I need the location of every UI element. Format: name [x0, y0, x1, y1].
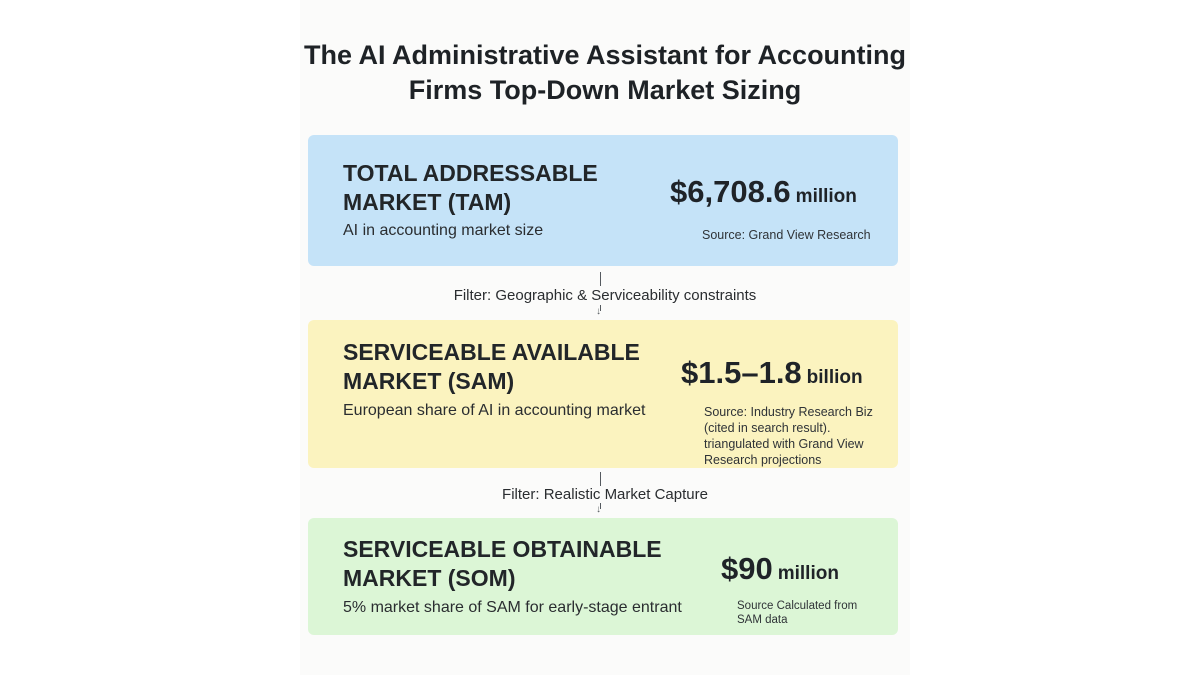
sam-card	[308, 320, 898, 468]
filter-connector-realistic	[300, 470, 910, 516]
filter-connector-geographic	[300, 270, 910, 318]
sam-value-number: $1.5–1.8	[681, 355, 802, 390]
tam-source-line: Source: Grand View Research	[702, 228, 871, 242]
tam-source	[702, 227, 871, 243]
tam-value	[670, 174, 857, 210]
som-card	[308, 518, 898, 635]
sam-source-line-4: Research projections	[704, 453, 822, 467]
tam-heading-line-1: TOTAL ADDRESSABLE	[343, 160, 598, 186]
sam-value-unit: billion	[806, 367, 863, 388]
som-source-line-1: Source Calculated from	[737, 600, 858, 612]
filter-label-geographic: Filter: Geographic & Serviceability constraints	[453, 287, 757, 304]
sam-value	[681, 355, 863, 391]
tam-value-number: $6,708.6	[670, 174, 791, 209]
som-heading-line-1: SERVICEABLE OBTAINABLE	[343, 536, 662, 562]
sam-description: European share of AI in accounting market	[343, 402, 646, 419]
connector-line	[600, 272, 601, 286]
tam-value-unit: million	[795, 186, 857, 207]
sam-source-line-2: (cited in search result).	[704, 421, 831, 435]
tam-heading-line-2: MARKET (TAM)	[343, 189, 512, 215]
arrow-down-icon: ↓	[596, 306, 601, 317]
som-value	[721, 551, 839, 587]
arrow-down-icon: ↓	[596, 504, 601, 515]
som-heading-line-2: MARKET (SOM)	[343, 565, 516, 591]
som-source-line-2: SAM data	[737, 614, 788, 626]
filter-label-realistic: Filter: Realistic Market Capture	[502, 486, 708, 503]
som-heading	[343, 535, 662, 593]
sam-heading-line-1: SERVICEABLE AVAILABLE	[343, 339, 640, 365]
sam-heading-line-2: MARKET (SAM)	[343, 368, 515, 394]
diagram-title	[300, 38, 910, 108]
sam-source	[704, 404, 873, 468]
tam-card	[308, 135, 898, 266]
som-value-number: $90	[721, 551, 773, 586]
sam-heading	[343, 338, 640, 396]
som-source	[737, 599, 857, 627]
tam-description: AI in accounting market size	[343, 222, 544, 239]
tam-heading	[343, 159, 598, 217]
sam-source-line-3: triangulated with Grand View	[704, 437, 864, 451]
title-line-2: Firms Top-Down Market Sizing	[408, 75, 802, 105]
som-description: 5% market share of SAM for early-stage entrant	[343, 599, 682, 616]
sam-source-line-1: Source: Industry Research Biz	[704, 405, 873, 419]
som-value-unit: million	[777, 563, 839, 584]
title-line-1: The AI Administrative Assistant for Accounting	[303, 40, 907, 70]
connector-line	[600, 472, 601, 486]
